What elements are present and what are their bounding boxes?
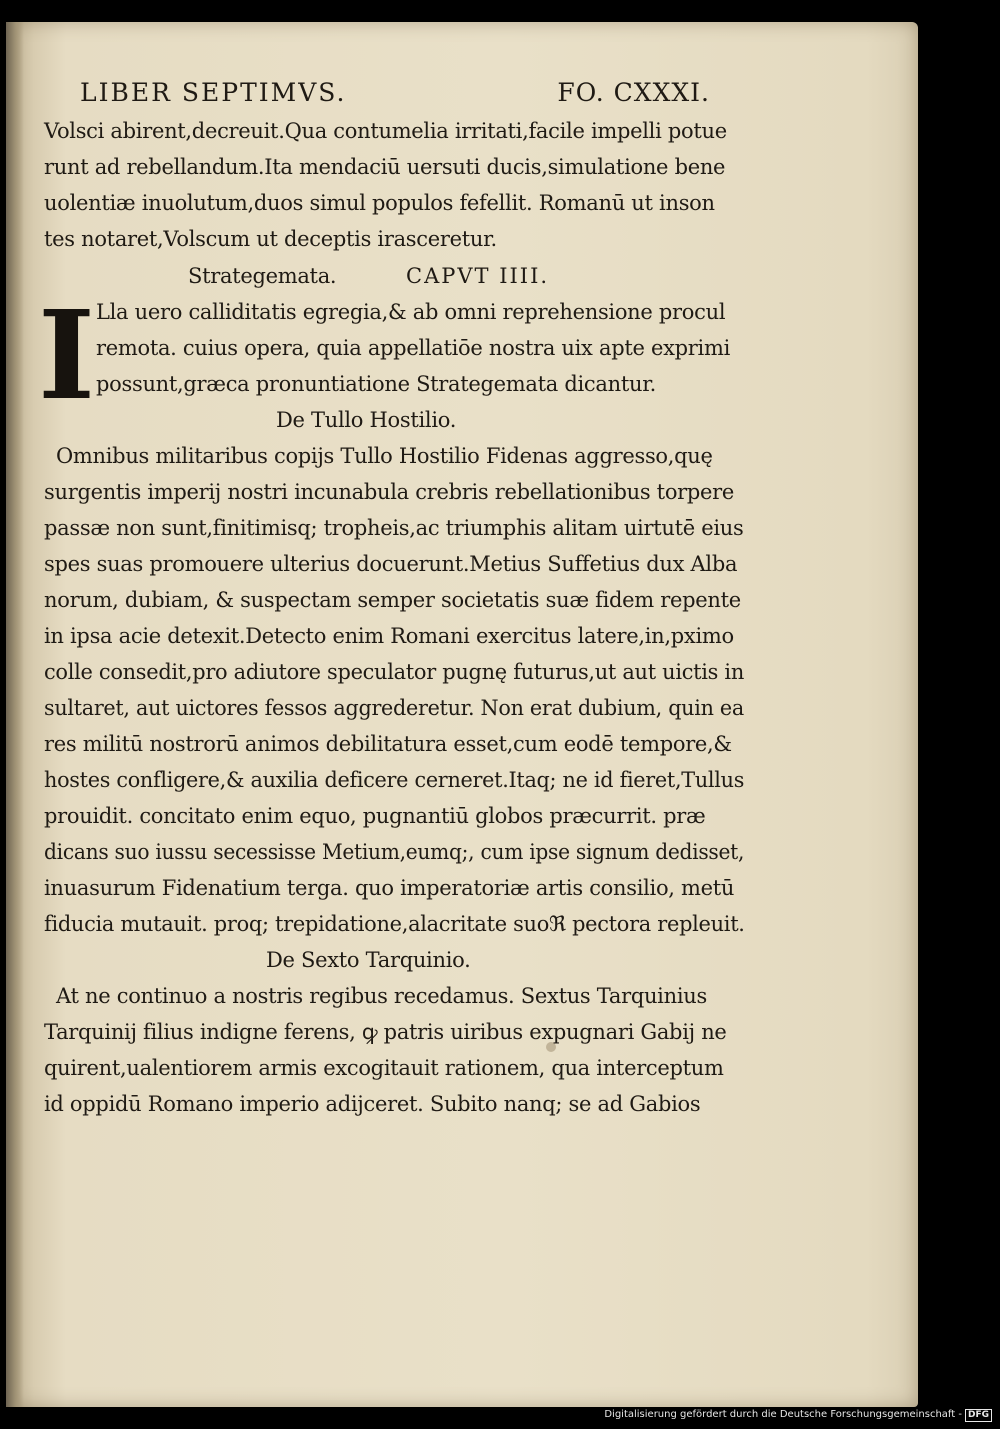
text-line: colle consedit,pro adiutore speculator pugnę futurus,ut aut uictis in: [44, 660, 745, 684]
text-line: dicans suo iussu secessisse Metium,eumq;, cum ipse signum dedisset,: [44, 840, 745, 864]
folio-number: FO. CXXXI.: [557, 78, 710, 107]
text-line: At ne continuo a nostris regibus recedamus. Sextus Tarquinius: [56, 984, 707, 1008]
section-heading-left: Strategemata.: [188, 264, 337, 288]
text-line: Tarquinij filius indigne ferens, ꝙ patris uiribus expugnari Gabij ne: [44, 1020, 727, 1044]
text-line: tes notaret,Volscum ut deceptis irasceretur.: [44, 227, 497, 251]
text-line: runt ad rebellandum.Ita mendaciū uersuti ducis,simulatione bene: [44, 155, 726, 179]
text-line: quirent,ualentiorem armis excogitauit rationem, qua interceptum: [44, 1056, 724, 1080]
chapter-heading: CAPVT IIII.: [406, 264, 550, 288]
text-line: Omnibus militaribus copijs Tullo Hostilio Fidenas aggresso,quę: [56, 444, 713, 468]
text-line: norum, dubiam, & suspectam semper societatis suæ fidem repente: [44, 588, 741, 612]
drop-cap-initial: I: [38, 283, 96, 427]
text-line: remota. cuius opera, quia appellatiōe nostra uix apte exprimi: [96, 336, 730, 360]
subheading: De Tullo Hostilio.: [276, 408, 457, 432]
text-line: possunt,græca pronuntiatione Strategemata dicantur.: [96, 372, 657, 396]
text-line: res militū nostrorū animos debilitatura esset,cum eodē tempore,&: [44, 732, 732, 756]
text-line: passæ non sunt,finitimisq; tropheis,ac triumphis alitam uirtutē eius: [44, 516, 744, 540]
running-head-left: LIBER SEPTIMVS.: [80, 78, 347, 107]
running-head: [80, 78, 710, 118]
text-line: hostes confligere,& auxilia deficere cerneret.Itaq; ne id fieret,Tullus: [44, 768, 745, 792]
text-line: fiducia mutauit. proq; trepidatione,alacritate suoℜ pectora repleuit.: [44, 912, 745, 936]
text-line: spes suas promouere ulterius docuerunt.Metius Suffetius dux Alba: [44, 552, 738, 576]
page-spine-shadow: [6, 22, 24, 1407]
text-line: surgentis imperij nostri incunabula crebris rebellationibus torpere: [44, 480, 735, 504]
text-line: Volsci abirent,decreuit.Qua contumelia irritati,facile impelli potue: [44, 119, 727, 143]
text-line: sultaret, aut uictores fessos aggrederetur. Non erat dubium, quin ea: [44, 696, 744, 720]
text-line: id oppidū Romano imperio adijceret. Subito nanq; se ad Gabios: [44, 1092, 701, 1116]
digitization-credit: [604, 1409, 992, 1423]
text-line: in ipsa acie detexit.Detecto enim Romani exercitus latere,in,pximo: [44, 624, 734, 648]
credit-text: Digitalisierung gefördert durch die Deutsche Forschungsgemeinschaft -: [604, 1409, 962, 1420]
ink-blot: [546, 1042, 556, 1052]
book-page: [6, 22, 918, 1407]
text-line: Lla uero calliditatis egregia,& ab omni reprehensione procul: [96, 300, 726, 324]
text-line: inuasurum Fidenatium terga. quo imperatoriæ artis consilio, metū: [44, 876, 735, 900]
text-line: uolentiæ inuolutum,duos simul populos fefellit. Romanū ut inson: [44, 191, 715, 215]
dfg-logo: DFG: [965, 1409, 992, 1422]
subheading: De Sexto Tarquinio.: [266, 948, 471, 972]
text-line: prouidit. concitato enim equo, pugnantiū globos præcurrit. præ: [44, 804, 706, 828]
